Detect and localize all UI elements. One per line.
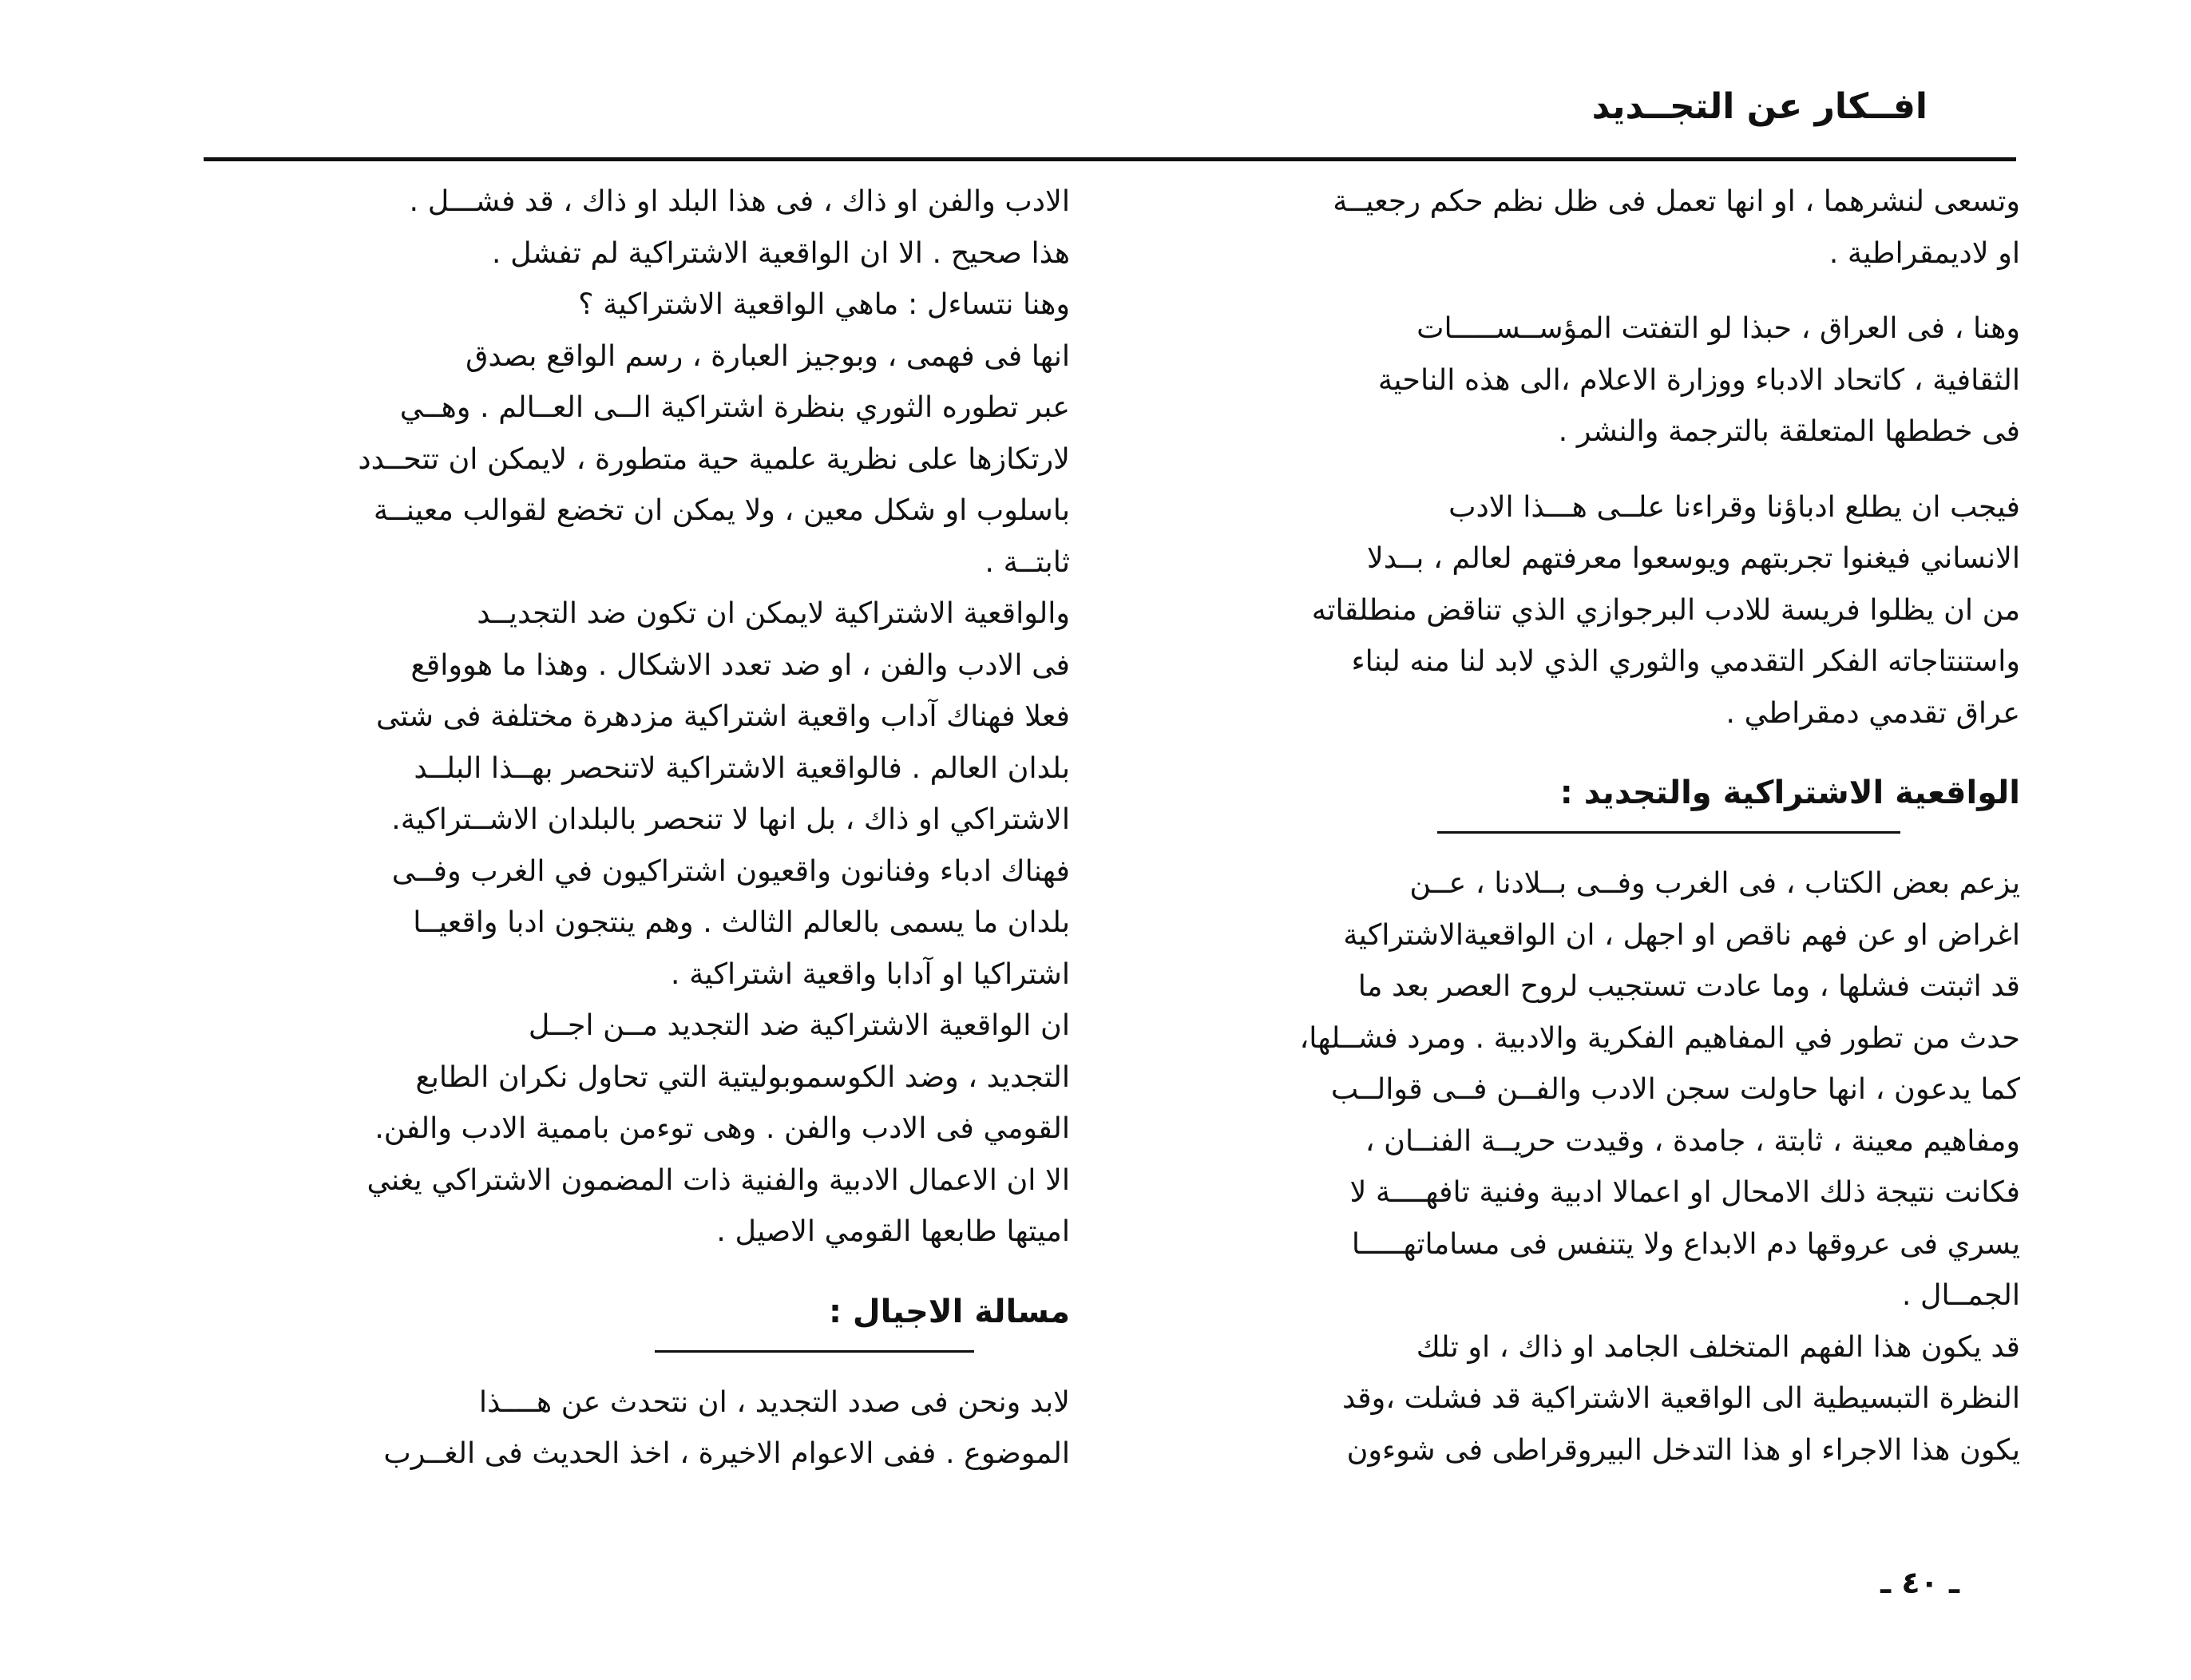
text-line: الموضوع . ففى الاعوام الاخيرة ، اخذ الحديث فى الغــرب: [383, 1436, 1070, 1470]
heading-underline: [1437, 831, 1900, 834]
paragraph: [196, 176, 1070, 588]
paragraph: [196, 1000, 1070, 1258]
text-line: اميتها طابعها القومي الاصيل .: [716, 1214, 1070, 1248]
text-line: ثابتــة .: [985, 544, 1070, 579]
text-line: يزعم بعض الكتاب ، فى الغرب وفــى بــلادنا ، عــن: [1409, 866, 2020, 900]
left-column: [196, 176, 1070, 1480]
text-line: من ان يظلوا فريسة للادب البرجوازي الذي تناقض منطلقاته: [1311, 592, 2020, 627]
text-line: فعلا فهناك آداب واقعية اشتراكية مزدهرة مختلفة فى شتى: [375, 699, 1070, 733]
text-line: بلدان العالم . فالواقعية الاشتراكية لاتنحصر بهــذا البلــد: [414, 750, 1070, 785]
text-line: والواقعية الاشتراكية لايمكن ان تكون ضد التجديــد: [477, 596, 1070, 630]
text-line: التجديد ، وضد الكوسموبوليتية التي تحاول نكران الطابع: [415, 1059, 1070, 1094]
text-line: الاشتراكي او ذاك ، بل انها لا تنحصر بالبلدان الاشــتراكية.: [391, 802, 1070, 836]
section-heading: مسالة الاجيال :: [829, 1293, 1070, 1330]
text-line: الانساني فيغنوا تجربتهم ويوسعوا معرفتهم لعالم ، بــدلا: [1366, 541, 2020, 575]
text-line: لارتكازها على نظرية علمية حية متطورة ، لايمكن ان تتحــدد: [358, 441, 1070, 476]
text-line: ومفاهيم معينة ، ثابتة ، جامدة ، وقيدت حريــة الفنــان ،: [1365, 1123, 2020, 1158]
text-line: يكون هذا الاجراء او هذا التدخل البيروقراطى فى شوءون: [1346, 1432, 2020, 1467]
text-line: وتسعى لنشرهما ، او انها تعمل فى ظل نظم حكم رجعيــة: [1333, 184, 2020, 218]
text-line: انها فى فهمى ، وبوجيز العبارة ، رسم الواقع بصدق: [466, 338, 1070, 373]
text-line: واستنتاجاته الفكر التقدمي والثوري الذي لابد لنا منه لبناء: [1351, 644, 2020, 678]
text-line: الا ان الاعمال الادبية والفنية ذات المضمون الاشتراكي يغني: [366, 1162, 1070, 1197]
text-line: عبر تطوره الثوري بنظرة اشتراكية الــى العــالم . وهــي: [399, 390, 1070, 424]
text-line: باسلوب او شكل معين ، ولا يمكن ان تخضع لقوالب معينــة: [373, 493, 1070, 527]
paragraph: [1142, 176, 2020, 279]
header-rule: [204, 157, 2016, 161]
text-line: لابد ونحن فى صدد التجديد ، ان نتحدث عن هــــذا: [478, 1384, 1070, 1419]
text-line: فيجب ان يطلع ادباؤنا وقراءنا علــى هـــذا الادب: [1448, 489, 2020, 524]
text-line: النظرة التبسيطية الى الواقعية الاشتراكية قد فشلت ،وقد: [1341, 1381, 2020, 1415]
paragraph: [196, 1377, 1070, 1480]
text-line: عراق تقدمي دمقراطي .: [1725, 695, 2020, 730]
text-line: وهنا نتساءل : ماهي الواقعية الاشتراكية ؟: [578, 287, 1070, 321]
paragraph: [196, 588, 1070, 1000]
right-column: [1142, 176, 2020, 1476]
paragraph: [1142, 303, 2020, 458]
text-line: قد يكون هذا الفهم المتخلف الجامد او ذاك ، او تلك: [1416, 1329, 2020, 1364]
text-line: ان الواقعية الاشتراكية ضد التجديد مــن اجــل: [528, 1008, 1070, 1042]
text-line: وهنا ، فى العراق ، حبذا لو التفتت المؤســســـــات: [1416, 311, 2020, 345]
text-line: فى خططها المتعلقة بالترجمة والنشر .: [1558, 414, 2020, 448]
paragraph: [1142, 858, 2020, 1321]
text-line: يسري فى عروقها دم الابداع ولا يتنفس فى مساماتهـــــا: [1351, 1226, 2020, 1261]
text-line: كما يدعون ، انها حاولت سجن الادب والفــن فــى قوالــب: [1330, 1072, 2020, 1106]
text-line: فكانت نتيجة ذلك الامحال او اعمالا ادبية وفنية تافهــــة لا: [1349, 1175, 2020, 1209]
text-line: الجمــال .: [1901, 1278, 2020, 1312]
text-line: القومي فى الادب والفن . وهى توءمن باممية الادب والفن.: [374, 1111, 1070, 1145]
running-head: افــكار عن التجــديد: [1591, 86, 1928, 127]
text-line: اشتراكيا او آدابا واقعية اشتراكية .: [670, 956, 1070, 991]
text-line: اغراض او عن فهم ناقص او اجهل ، ان الواقعيةالاشتراكية: [1343, 917, 2020, 952]
section-heading: الواقعية الاشتراكية والتجديد :: [1559, 775, 2020, 811]
heading-underline: [655, 1350, 974, 1353]
text-line: فى الادب والفن ، او ضد تعدد الاشكال . وهذا ما هوواقع: [410, 647, 1070, 682]
text-line: هذا صحيح . الا ان الواقعية الاشتراكية لم تفشل .: [491, 235, 1070, 270]
page-number: ـ ٤٠ ـ: [1880, 1565, 1959, 1600]
text-line: الادب والفن او ذاك ، فى هذا البلد او ذاك ، قد فشـــل .: [409, 184, 1070, 218]
text-line: بلدان ما يسمى بالعالم الثالث . وهم ينتجون ادبا واقعيــا: [413, 905, 1070, 939]
text-line: قد اثبتت فشلها ، وما عادت تستجيب لروح العصر بعد ما: [1357, 969, 2020, 1003]
text-line: فهناك ادباء وفنانون واقعيون اشتراكيون في الغرب وفــى: [391, 853, 1070, 888]
paragraph: [1142, 481, 2020, 739]
text-line: الثقافية ، كاتحاد الادباء ووزارة الاعلام ،الى هذه الناحية: [1377, 362, 2020, 397]
paragraph: [1142, 1321, 2020, 1476]
text-line: حدث من تطور في المفاهيم الفكرية والادبية . ومرد فشــلها،: [1299, 1020, 2020, 1055]
text-line: او لاديمقراطية .: [1828, 235, 2020, 270]
